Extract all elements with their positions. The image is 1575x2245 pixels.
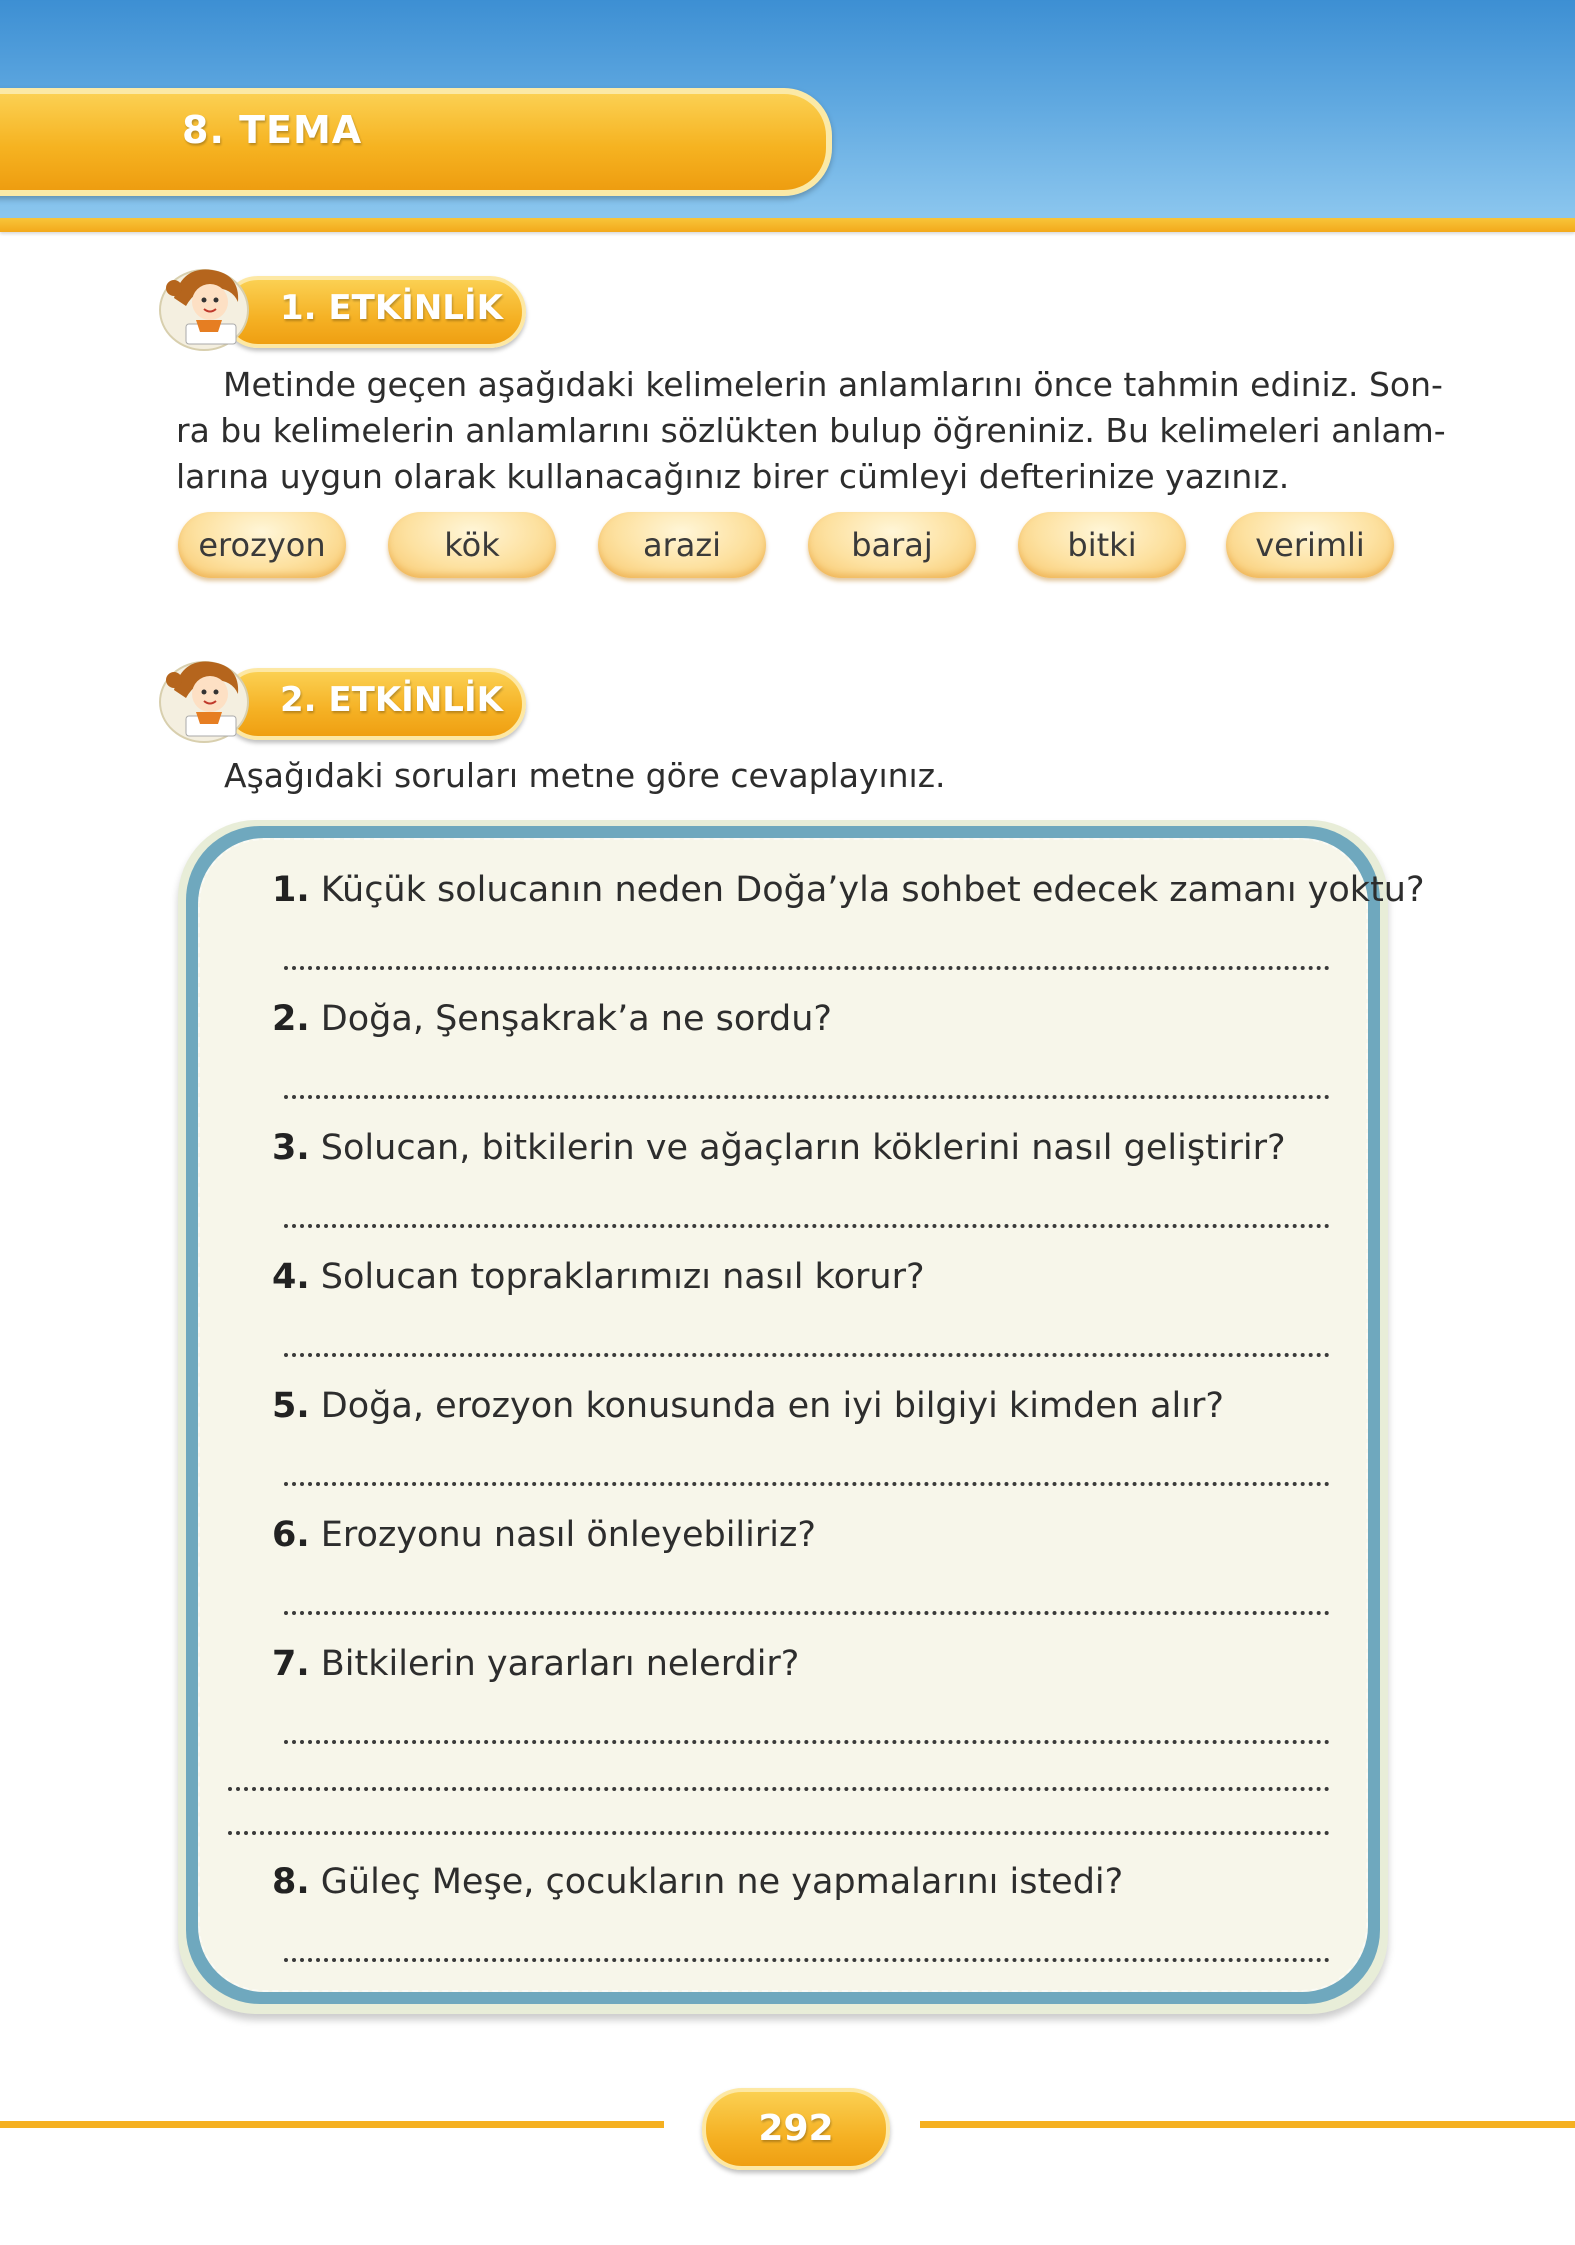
answer-line-3[interactable] xyxy=(284,1224,1330,1232)
answer-line-7b[interactable] xyxy=(228,1787,1330,1795)
tema-title: 8. TEMA xyxy=(182,108,363,152)
answer-line-7a[interactable] xyxy=(284,1740,1330,1748)
answer-line-5[interactable] xyxy=(284,1482,1330,1490)
activity-1-paragraph xyxy=(176,362,1446,500)
girl-writing-icon xyxy=(152,650,272,750)
question-text: Bitkilerin yararları nelerdir? xyxy=(320,1644,800,1684)
word-pill-baraj: baraj xyxy=(808,512,976,578)
answer-line-1[interactable] xyxy=(284,966,1330,974)
question-number: 5. xyxy=(272,1386,310,1426)
word-pill-verimli: verimli xyxy=(1226,512,1394,578)
activity-1-badge xyxy=(152,268,522,348)
question-number: 6. xyxy=(272,1515,310,1555)
question-2 xyxy=(272,999,832,1039)
answer-line-6[interactable] xyxy=(284,1611,1330,1619)
question-1 xyxy=(272,870,1425,910)
activity-1-title: 1. ETKİNLİK xyxy=(280,288,503,328)
question-3 xyxy=(272,1128,1286,1168)
activity-2-instruction: Aşağıdaki soruları metne göre cevaplayınız. xyxy=(224,756,946,795)
question-text: Erozyonu nasıl önleyebiliriz? xyxy=(320,1515,816,1555)
question-text: Solucan topraklarımızı nasıl korur? xyxy=(320,1257,925,1297)
question-number: 2. xyxy=(272,999,310,1039)
word-pill-bitki: bitki xyxy=(1018,512,1186,578)
question-text: Doğa, erozyon konusunda en iyi bilgiyi kimden alır? xyxy=(320,1386,1224,1426)
activity-2-badge xyxy=(152,660,522,740)
question-number: 7. xyxy=(272,1644,310,1684)
header-rule xyxy=(0,218,1575,232)
question-number: 8. xyxy=(272,1862,310,1902)
activity-2-title: 2. ETKİNLİK xyxy=(280,680,503,720)
word-pill-arazi: arazi xyxy=(598,512,766,578)
paragraph-line: Metinde geçen aşağıdaki kelimelerin anlamlarını önce tahmin ediniz. Son- xyxy=(223,365,1443,404)
question-number: 4. xyxy=(272,1257,310,1297)
question-text: Küçük solucanın neden Doğa’yla sohbet edecek zamanı yoktu? xyxy=(320,870,1425,910)
question-7 xyxy=(272,1644,799,1684)
word-pill-kok: kök xyxy=(388,512,556,578)
paragraph-line: larına uygun olarak kullanacağınız birer cümleyi defterinize yazınız. xyxy=(176,457,1290,496)
girl-reading-icon xyxy=(152,258,272,358)
question-4 xyxy=(272,1257,925,1297)
footer-rule-right xyxy=(920,2121,1575,2128)
footer-rule-left xyxy=(0,2121,664,2128)
question-text: Güleç Meşe, çocukların ne yapmalarını istedi? xyxy=(320,1862,1124,1902)
answer-line-8[interactable] xyxy=(284,1958,1330,1966)
answer-line-4[interactable] xyxy=(284,1353,1330,1361)
question-number: 1. xyxy=(272,870,310,910)
question-text: Doğa, Şenşakrak’a ne sordu? xyxy=(320,999,833,1039)
question-5 xyxy=(272,1386,1224,1426)
question-number: 3. xyxy=(272,1128,310,1168)
question-text: Solucan, bitkilerin ve ağaçların köklerini nasıl geliştirir? xyxy=(320,1128,1286,1168)
answer-line-2[interactable] xyxy=(284,1095,1330,1103)
word-pill-erozyon: erozyon xyxy=(178,512,346,578)
tema-tab xyxy=(0,88,832,196)
question-8 xyxy=(272,1862,1123,1902)
page-number: 292 xyxy=(702,2088,890,2170)
paragraph-line: ra bu kelimelerin anlamlarını sözlükten bulup öğreniniz. Bu kelimeleri anlam- xyxy=(176,411,1446,450)
question-6 xyxy=(272,1515,816,1555)
answer-line-7c[interactable] xyxy=(228,1831,1330,1839)
